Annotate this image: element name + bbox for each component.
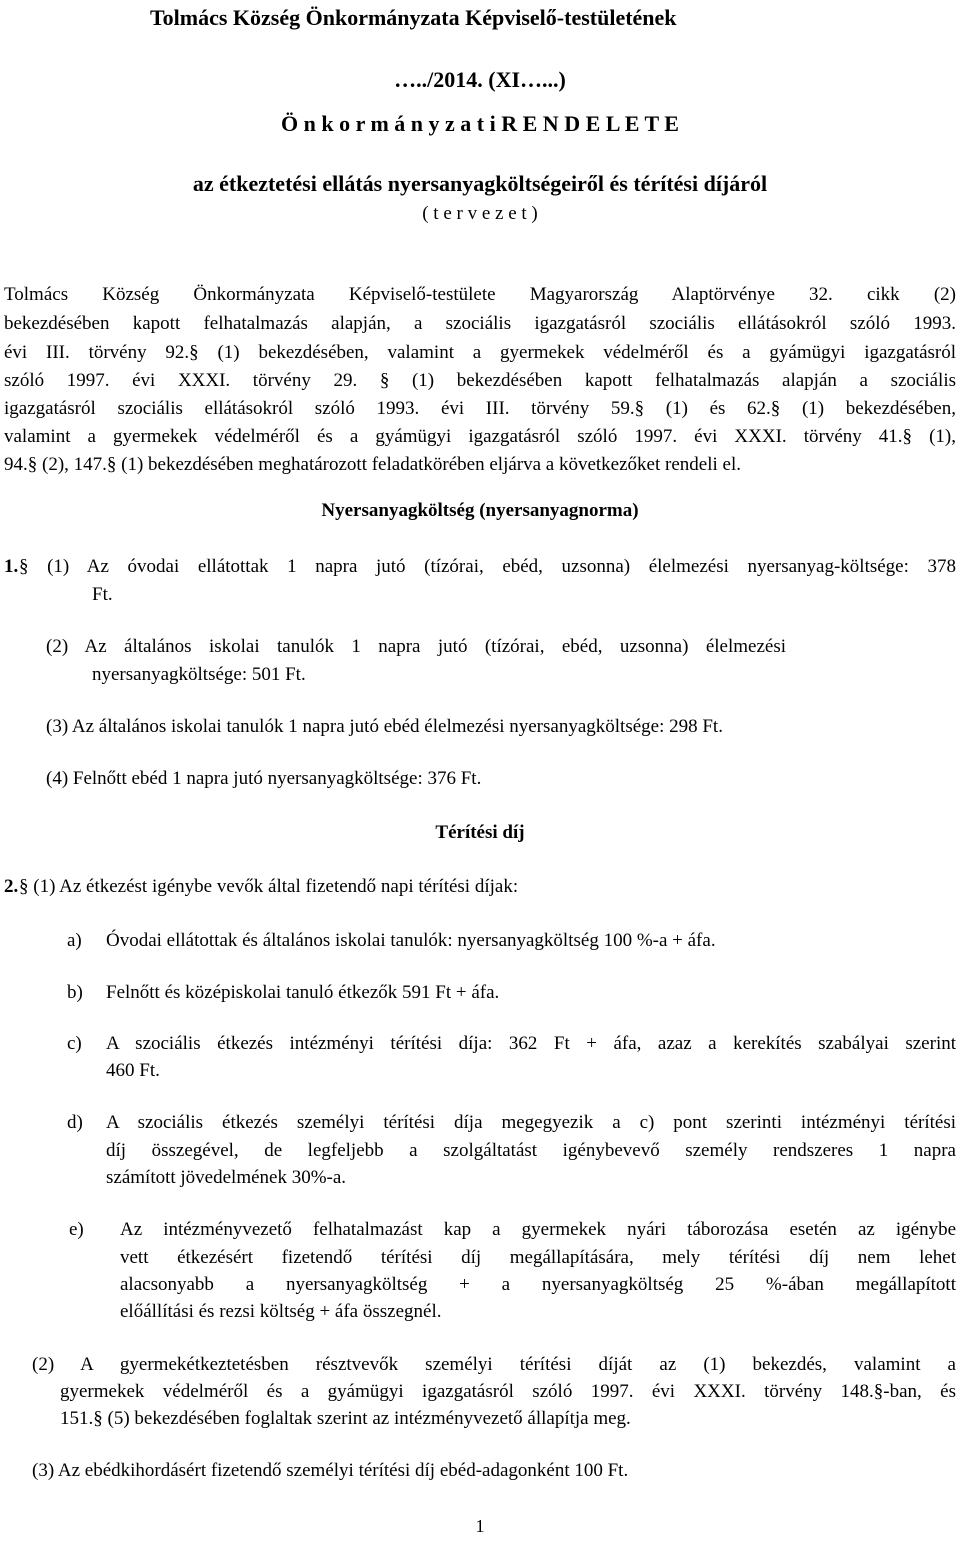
page-number: 1: [475, 1516, 485, 1536]
council-title: Tolmács Község Önkormányzata Képviselő-testületének: [150, 5, 677, 30]
section-heading-raw-material: Nyersanyagköltség (nyersanyagnorma): [321, 500, 639, 521]
decree-subject: az étkeztetési ellátás nyersanyagköltségeiről és térítési díjáról: [192, 171, 768, 196]
paragraph-2-2-line: 151.§ (5) bekezdésében foglaltak szerint az intézményvezető állapítja meg.: [60, 1408, 631, 1429]
list-item-label: e): [69, 1219, 84, 1240]
list-item-text: számított jövedelmének 30%-a.: [106, 1167, 347, 1188]
preamble-line: szóló 1997. évi XXXI. törvény 29. § (1) bekezdésében kapott felhatalmazás alapján a szociális: [4, 370, 956, 391]
section-heading-fee: Térítési díj: [435, 822, 525, 843]
decree-type: Ö n k o r m á n y z a t i R E N D E L E T E: [281, 111, 679, 136]
preamble-line: 94.§ (2), 147.§ (1) bekezdésében meghatározott feladatkörében eljárva a következőket rendeli el.: [4, 454, 741, 475]
list-item-text: vett étkezésért fizetendő térítési díj megállapítására, mely térítési díj nem lehet: [120, 1247, 956, 1268]
list-item-text: Óvodai ellátottak és általános iskolai tanulók: nyersanyagköltség 100 %-a + áfa.: [106, 930, 716, 951]
paragraph-2-2-line: gyermekek védelméről és a gyámügyi igazgatásról szóló 1997. évi XXXI. törvény 148.§-ban, és: [60, 1381, 956, 1402]
list-item-text: A szociális étkezés intézményi térítési díja: 362 Ft + áfa, azaz a kerekítés szabályai szerint: [106, 1033, 956, 1054]
list-item-text: előállítási és rezsi költség + áfa összegnél.: [120, 1301, 442, 1322]
preamble-line: Tolmács Község Önkormányzata Képviselő-testülete Magyarország Alaptörvénye 32. cikk (2): [4, 284, 956, 305]
paragraph-1-2: (2) Az általános iskolai tanulók 1 napra jutó (tízórai, ebéd, uzsonna) élelmezési: [46, 636, 786, 657]
paragraph-2-1-intro: § (1) Az étkezést igénybe vevők által fizetendő napi térítési díjak:: [19, 876, 519, 897]
draft-label: ( t e r v e z e t ): [422, 203, 538, 224]
list-item-text: A szociális étkezés személyi térítési díja megegyezik a c) pont szerinti intézményi térítési: [106, 1112, 956, 1133]
list-item-label: d): [67, 1112, 83, 1133]
paragraph-2-3: (3) Az ebédkihordásért fizetendő személyi térítési díj ebéd-adagonként 100 Ft.: [32, 1460, 629, 1481]
paragraph-1-3: (3) Az általános iskolai tanulók 1 napra jutó ebéd élelmezési nyersanyagköltsége: 298 Ft.: [46, 716, 723, 737]
paragraph-1-2-cont: nyersanyagköltsége: 501 Ft.: [92, 664, 306, 685]
section-number: 2.: [4, 876, 19, 897]
preamble-line: igazgatásról szociális ellátásokról szóló 1993. évi III. törvény 59.§ (1) és 62.§ (1) bekezdésében,: [4, 398, 956, 419]
preamble-line: bekezdésében kapott felhatalmazás alapján, a szociális igazgatásról szociális ellátásokról szóló 1993.: [4, 313, 956, 334]
list-item-text: 460 Ft.: [106, 1060, 160, 1081]
section-number: 1.: [4, 556, 19, 577]
decree-number: …../2014. (XI…...): [394, 67, 566, 92]
preamble-line: valamint a gyermekek védelméről és a gyámügyi igazgatásról szóló 1997. évi XXXI. törvény 41.§ (1),: [4, 426, 956, 447]
preamble-line: évi III. törvény 92.§ (1) bekezdésében, valamint a gyermekek védelméről és a gyámügyi igazgatásról: [4, 342, 956, 363]
paragraph-1-1: § (1) Az óvodai ellátottak 1 napra jutó (tízórai, ebéd, uzsonna) élelmezési nyersanyag-költsége: 378: [19, 556, 956, 577]
paragraph-2-2-line: (2) A gyermekétkeztetésben résztvevők személyi térítési díját az (1) bekezdés, valamint a: [32, 1354, 956, 1375]
list-item-label: b): [67, 982, 83, 1003]
list-item-text: Felnőtt és középiskolai tanuló étkezők 591 Ft + áfa.: [106, 982, 500, 1003]
list-item-label: c): [67, 1033, 82, 1054]
paragraph-1-1-cont: Ft.: [92, 584, 113, 605]
paragraph-1-4: (4) Felnőtt ebéd 1 napra jutó nyersanyagköltsége: 376 Ft.: [46, 768, 482, 789]
list-item-text: díj összegével, de legfeljebb a szolgáltatást igénybevevő személy rendszeres 1 napra: [106, 1140, 956, 1161]
list-item-label: a): [67, 930, 82, 951]
list-item-text: Az intézményvezető felhatalmazást kap a gyermekek nyári táborozása esetén az igénybe: [120, 1219, 956, 1240]
list-item-text: alacsonyabb a nyersanyagköltség + a nyersanyagköltség 25 %-ában megállapított: [120, 1274, 956, 1295]
